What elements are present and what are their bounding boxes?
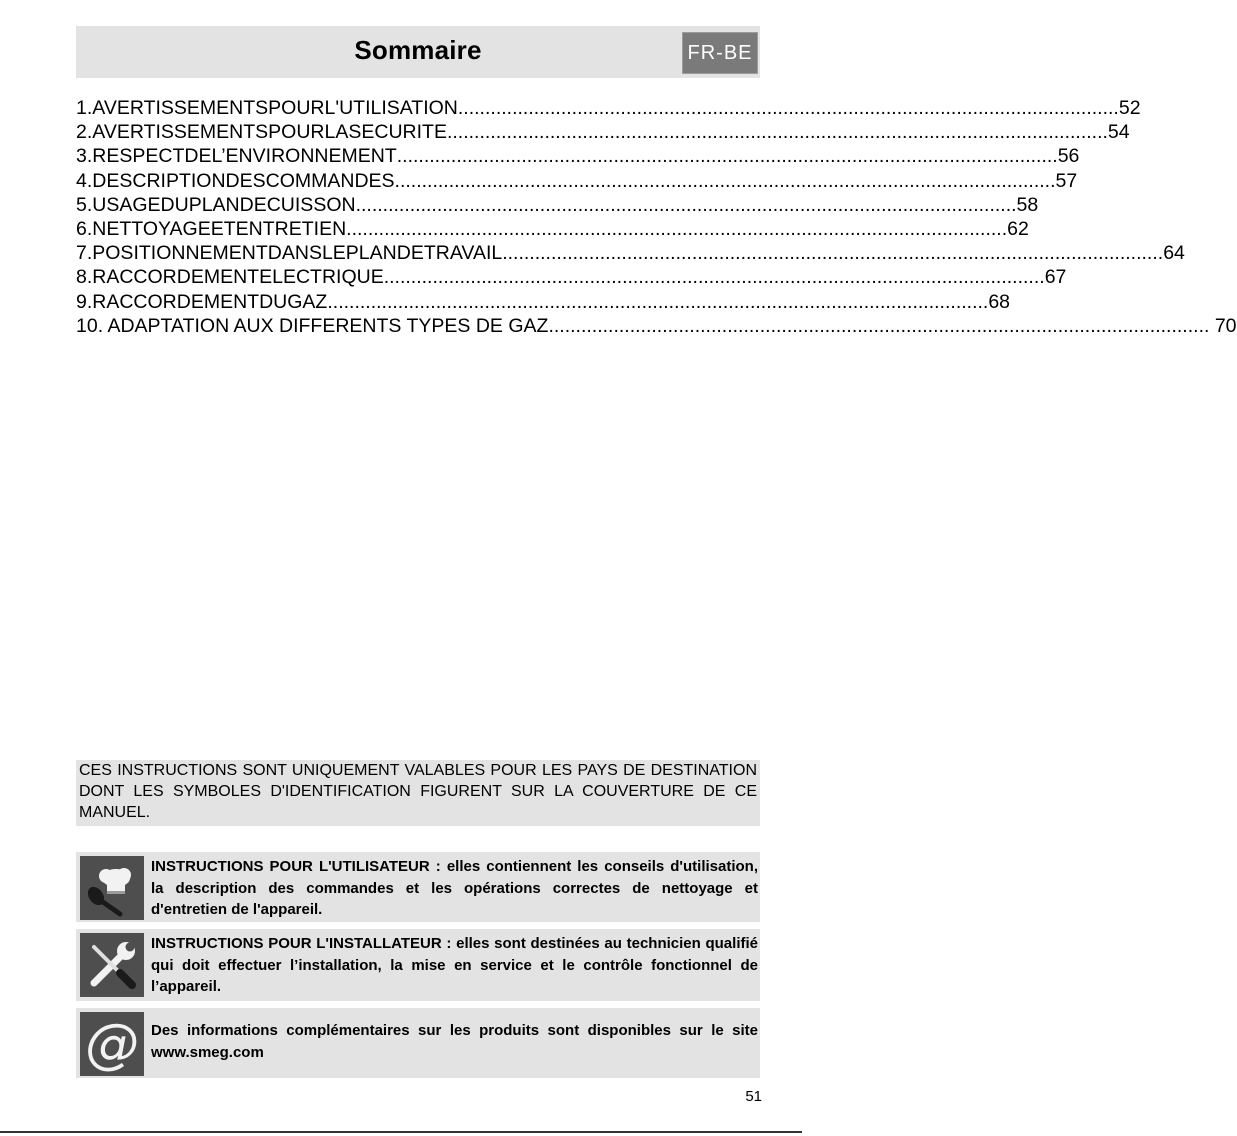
validity-notice <box>76 760 760 826</box>
toc-entry-title: 9.RACCORDEMENTDUGAZ <box>76 290 328 313</box>
page-number: 51 <box>745 1088 762 1105</box>
toc-entry-title: 10. ADAPTATION AUX DIFFERENTS TYPES DE GAZ <box>76 314 549 337</box>
toc-entry-page: 56 <box>1057 145 1080 168</box>
web-info-box <box>76 1008 760 1078</box>
toc-entry-title: 7.POSITIONNEMENTDANSLEPLANDETRAVAIL <box>76 242 503 265</box>
toc-leader: .......................................................................................................................... <box>383 266 1045 289</box>
web-info-text: Des informations complémentaires sur les produits sont disponibles sur le site www.smeg.com <box>151 1022 758 1061</box>
toc-leader: .......................................................................................................................... <box>394 169 1056 192</box>
toc-leader: .......................................................................................................................... <box>502 242 1164 265</box>
toc-entry-page: 54 <box>1107 121 1130 144</box>
wrench-screwdriver-icon <box>80 933 144 997</box>
toc-entry-title: 6.NETTOYAGEETENTRETIEN <box>76 217 347 240</box>
toc-leader: .......................................................................................................................... <box>446 121 1108 144</box>
toc-entry[interactable] <box>76 169 1078 193</box>
toc-entry-title: 2.AVERTISSEMENTSPOURLASECURITE <box>76 121 447 144</box>
toc-leader: .......................................................................................................................... <box>457 97 1119 119</box>
at-sign-icon <box>80 1012 144 1076</box>
toc-entry[interactable] <box>76 217 1029 241</box>
toc-entry-title: 3.RESPECTDEL’ENVIRONNEMENT <box>76 145 397 168</box>
chef-hat-spoon-icon <box>80 856 144 920</box>
toc-entry[interactable] <box>76 96 1141 120</box>
toc-entry-page: 52 <box>1118 97 1141 119</box>
footer-divider <box>0 1131 802 1133</box>
svg-text:@: @ <box>85 1012 139 1075</box>
toc-entry-title: 4.DESCRIPTIONDESCOMMANDES <box>76 169 395 192</box>
toc-entry[interactable] <box>76 290 1011 314</box>
language-badge: FR-BE <box>682 32 758 74</box>
toc-entry[interactable] <box>76 193 1039 217</box>
table-of-contents <box>76 96 1237 338</box>
toc-leader: .......................................................................................................................... <box>355 193 1017 216</box>
toc-entry-title: 5.USAGEDUPLANDECUISSON <box>76 193 356 216</box>
toc-entry[interactable] <box>76 144 1080 168</box>
toc-entry-page: 62 <box>1007 217 1029 240</box>
user-instructions-box <box>76 852 760 922</box>
toc-entry-page: 57 <box>1055 169 1078 192</box>
toc-entry-page: 58 <box>1016 193 1039 216</box>
toc-entry-page: 67 <box>1044 266 1067 289</box>
toc-leader: .......................................................................................................................... <box>346 217 1008 240</box>
toc-entry[interactable] <box>76 265 1067 289</box>
user-instructions-text: INSTRUCTIONS POUR L'UTILISATEUR : elles contiennent les conseils d'utilisation, la description des commandes et les opérations correctes de nettoyage et d'entretien de l'appareil. <box>151 858 758 918</box>
toc-entry[interactable] <box>76 241 1185 265</box>
toc-entry[interactable] <box>76 314 1237 338</box>
toc-entry-title: 8.RACCORDEMENTELECTRIQUE <box>76 266 384 289</box>
toc-entry-page: 64 <box>1163 242 1185 265</box>
toc-leader: .......................................................................................................................... <box>327 290 989 313</box>
installer-instructions-box <box>76 929 760 1001</box>
toc-entry-page: 68 <box>988 290 1011 313</box>
toc-entry-page: 70 <box>1209 314 1237 337</box>
toc-entry[interactable] <box>76 120 1130 144</box>
toc-leader: .......................................................................................................................... <box>396 145 1058 168</box>
header-bar <box>76 26 760 78</box>
toc-leader: .......................................................................................................................... <box>548 314 1210 337</box>
notice-text: CES INSTRUCTIONS SONT UNIQUEMENT VALABLES POUR LES PAYS DE DESTINATION DONT LES SYMBOLES D'IDENTIFICATION FIGURENT SUR LA COUVERTURE DE CE MANUEL. <box>79 762 757 821</box>
installer-instructions-text: INSTRUCTIONS POUR L'INSTALLATEUR : elles sont destinées au technicien qualifié qui doit effectuer l’installation, la mise en service et le contrôle fonctionnel de l’appareil. <box>151 935 758 995</box>
toc-entry-title: 1.AVERTISSEMENTSPOURL'UTILISATION <box>76 97 458 119</box>
page-title: Sommaire <box>354 35 482 65</box>
